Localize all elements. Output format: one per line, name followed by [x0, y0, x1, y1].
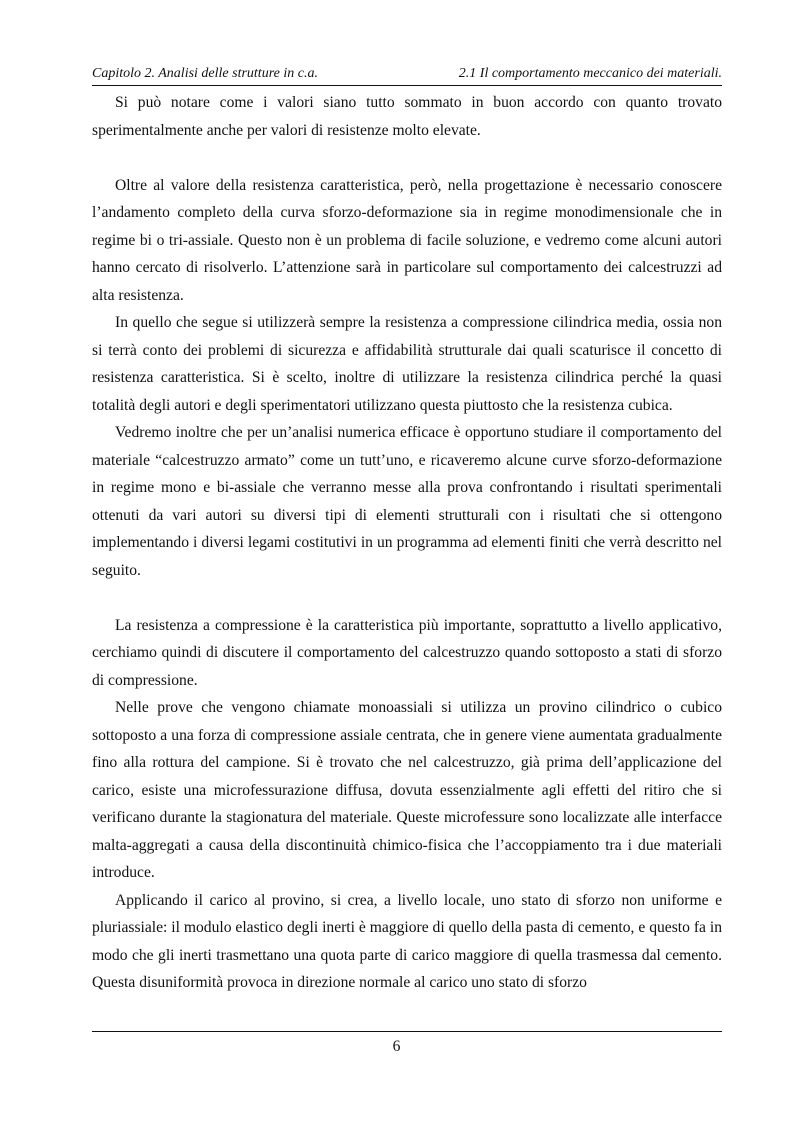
paragraph: Nelle prove che vengono chiamate monoassiali si utilizza un provino cilindrico o cubico sottoposto a una forza di compressione assiale centrata, che in genere viene aumentata gradualmente fino alla rottura del campione. Si è trovato che nel calcestruzzo, già prima dell’applicazione del carico, esiste una microfessurazione diffusa, dovuta essenzialmente agli effetti del ritiro che si verificano durante la stagionatura del materiale. Queste microfessure sono localizzate alle interfacce malta-aggregati a causa della discontinuità chimico-fisica che l’accoppiamento tra i due materiali introduce. [92, 699, 722, 881]
paragraph-spacer [92, 584, 722, 612]
document-body [92, 89, 722, 997]
paragraph: La resistenza a compressione è la caratteristica più importante, soprattutto a livello applicativo, cerchiamo quindi di discutere il comportamento del calcestruzzo quando sottoposto a stati di sforzo di compressione. [92, 616, 722, 689]
paragraph: In quello che segue si utilizzerà sempre la resistenza a compressione cilindrica media, ossia non si terrà conto dei problemi di sicurezza e affidabilità strutturale dai quali scaturisce il concetto di resistenza caratteristica. Si è scelto, inoltre di utilizzare la resistenza cilindrica perché la quasi totalità degli autori e degli sperimentatori utilizzano questa piuttosto che la resistenza cubica. [92, 314, 722, 414]
paragraph: Oltre al valore della resistenza caratteristica, però, nella progettazione è necessario conoscere l’andamento completo della curva sforzo-deformazione sia in regime monodimensionale che in regime bi o tri-assiale. Questo non è un problema di facile soluzione, e vedremo come alcuni autori hanno cercato di risolverlo. L’attenzione sarà in particolare sul comportamento dei calcestruzzi ad alta resistenza. [92, 176, 722, 304]
header-divider [92, 85, 722, 86]
footer-divider [92, 1031, 722, 1032]
paragraph: Applicando il carico al provino, si crea, a livello locale, uno stato di sforzo non uniforme e pluriassiale: il modulo elastico degli inerti è maggiore di quello della pasta di cemento, e questo fa in modo che gli inerti trasmettano una quota parte di carico maggiore di quella trasmessa dal cemento. Questa disuniformità provoca in direzione normale al carico uno stato di sforzo [92, 891, 722, 991]
section-title: 2.1 Il comportamento meccanico dei materiali. [458, 66, 722, 81]
chapter-title: Capitolo 2. Analisi delle strutture in c.a. [92, 66, 318, 81]
paragraph: Si può notare come i valori siano tutto sommato in buon accordo con quanto trovato sperimentalmente anche per valori di resistenze molto elevate. [92, 94, 722, 139]
paragraph: Vedremo inoltre che per un’analisi numerica efficace è opportuno studiare il comportamento del materiale “calcestruzzo armato” come un tutt’uno, e ricaveremo alcune curve sforzo-deformazione in regime mono e bi-assiale che verranno messe alla prova confrontando i risultati sperimentali ottenuti da vari autori su diversi tipi di elementi strutturali con i risultati che si ottengono implementando i diversi legami costitutivi in un programma ad elementi finiti che verrà descritto nel seguito. [92, 424, 722, 579]
page-number: 6 [392, 1038, 401, 1055]
running-header [92, 64, 722, 84]
paragraph-spacer [92, 144, 722, 172]
